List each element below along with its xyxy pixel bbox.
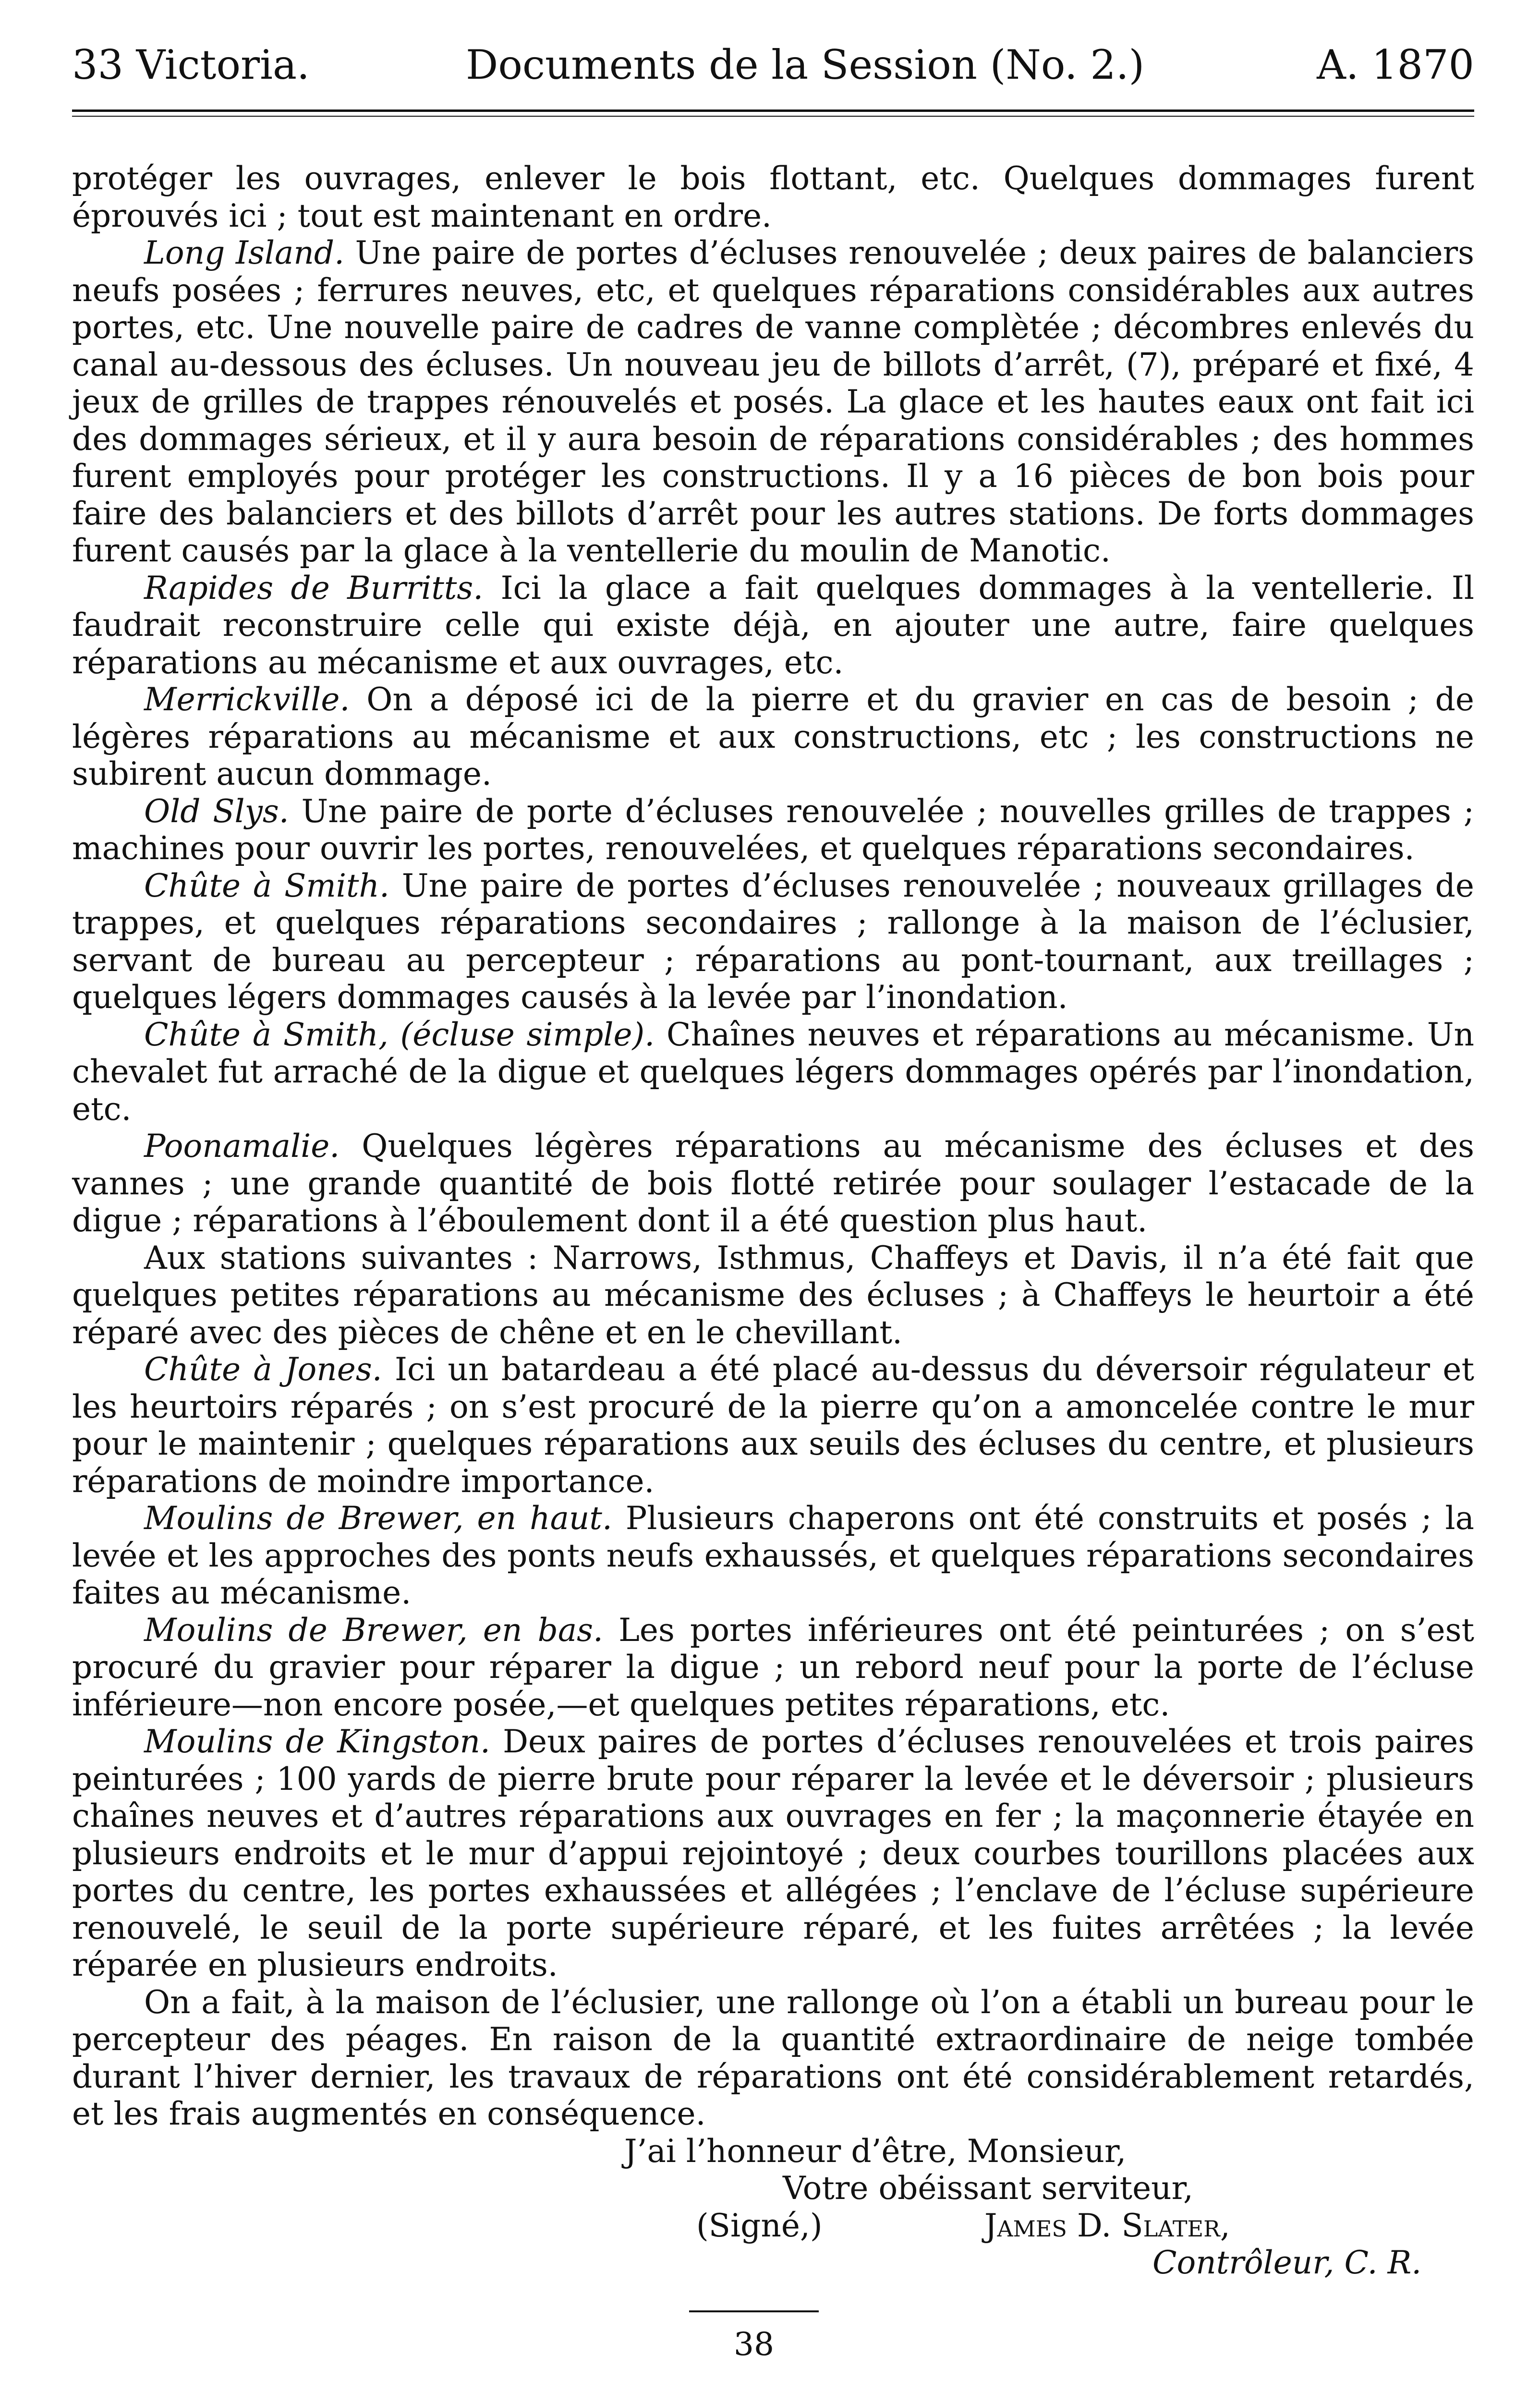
footer-rule <box>689 2310 819 2312</box>
paragraph-lead: Moulins de Kingston. <box>144 1723 490 1760</box>
paragraph: Poonamalie. Quelques légères réparations au mécanisme des écluses et des vannes ; une grande quantité de bois flotté retirée pour soulager l’estacade de la digue ; réparations à l’éboulement dont il a été question plus haut. <box>72 1128 1474 1239</box>
paragraph: Aux stations suivantes : Narrows, Isthmus, Chaffeys et Davis, il n’a été fait que quelques petites réparations au mécanisme des écluses ; à Chaffeys le heurtoir a été réparé avec des pièces de chêne et en le chevillant. <box>72 1239 1474 1351</box>
paragraph-lead: Merrickville. <box>144 681 350 718</box>
paragraph: Moulins de Brewer, en bas. Les portes inférieures ont été peinturées ; on s’est procuré du gravier pour réparer la digue ; un rebord neuf pour la porte de l’écluse inférieure—non encore posée,—et quelques petites réparations, etc. <box>72 1611 1474 1723</box>
signatory-name: James D. Slater, <box>984 2207 1230 2244</box>
signed-label: (Signé,) <box>696 2207 823 2244</box>
paragraph: Moulins de Kingston. Deux paires de portes d’écluses renouvelées et trois paires peinturées ; 100 yards de pierre brute pour réparer la levée et le déversoir ; plusieurs chaînes neuves et d’autres réparations aux ouvrages en fer ; la maçonnerie étayée en plusieurs endroits et le mur d’appui rejointoyé ; deux courbes tourillons placées aux portes du centre, les portes exhaussées et allégées ; l’enclave de l’écluse supérieure renouvelé, le seuil de la porte supérieure réparé, et les fuites arrêtées ; la levée réparée en plusieurs endroits. <box>72 1723 1475 1983</box>
page-number: 38 <box>734 2325 774 2363</box>
document-page <box>72 29 1474 2363</box>
paragraph-lead: Old Slys. <box>144 792 289 830</box>
signature-line <box>72 2207 1474 2245</box>
closing-salutation: J’ai l’honneur d’être, Monsieur, <box>624 2132 1127 2170</box>
paragraph: protéger les ouvrages, enlever le bois flottant, etc. Quelques dommages furent éprouvés ici ; tout est maintenant en ordre. <box>72 160 1474 234</box>
paragraph-lead: Poonamalie. <box>144 1128 340 1165</box>
paragraph-lead: Rapides de Burritts. <box>144 569 484 607</box>
running-header <box>72 29 1474 101</box>
paragraph-lead: Long Island. <box>144 234 345 271</box>
letter-closing <box>72 2133 1474 2282</box>
paragraph: Merrickville. On a déposé ici de la pierre et du gravier en cas de besoin ; de légères réparations au mécanisme et aux constructions, etc ; les constructions ne subirent aucun dommage. <box>72 681 1474 792</box>
paragraph: Chûte à Jones. Ici un batardeau a été placé au-dessus du déversoir régulateur et les heurtoirs réparés ; on s’est procuré de la pierre qu’on a amoncelée contre le mur pour le maintenir ; quelques réparations aux seuils des écluses du centre, et plusieurs réparations de moindre importance. <box>72 1351 1474 1500</box>
paragraph: Chûte à Smith. Une paire de portes d’écluses renouvelée ; nouveaux grillages de trappes, et quelques réparations secondaires ; rallonge à la maison de l’éclusier, servant de bureau au percepteur ; réparations au pont-tournant, aux treillages ; quelques légers dommages causés à la levée par l’inondation. <box>72 867 1474 1016</box>
paragraph-lead: Chûte à Smith. <box>144 867 390 904</box>
paragraph: Old Slys. Une paire de porte d’écluses renouvelée ; nouvelles grilles de trappes ; machines pour ouvrir les portes, renouvelées, et quelques réparations secondaires. <box>72 792 1474 867</box>
paragraph-lead: Chûte à Jones. <box>144 1351 382 1388</box>
paragraph-lead: Moulins de Brewer, en bas. <box>144 1611 604 1649</box>
paragraph: Chûte à Smith, (écluse simple). Chaînes neuves et réparations au mécanisme. Un chevalet fut arraché de la digue et quelques légers dommages opérés par l’inondation, etc. <box>72 1016 1474 1128</box>
closing-servant: Votre obéissant serviteur, <box>783 2170 1193 2207</box>
body-text <box>72 160 1474 2133</box>
paragraph: Moulins de Brewer, en haut. Plusieurs chaperons ont été construits et posés ; la levée et les approches des ponts neufs exhaussés, et quelques réparations secondaires faites au mécanisme. <box>72 1500 1475 1611</box>
signatory-title: Contrôleur, C. R. <box>1152 2244 1422 2281</box>
paragraph: Rapides de Burritts. Ici la glace a fait quelques dommages à la ventellerie. Il faudrait reconstruire celle qui existe déjà, en ajouter une autre, faire quelques réparations au mécanisme et aux ouvrages, etc. <box>72 569 1475 681</box>
header-rule <box>72 109 1474 117</box>
paragraph: Long Island. Une paire de portes d’écluses renouvelée ; deux paires de balanciers neufs posées ; ferrures neuves, etc, et quelques réparations considérables aux autres portes, etc. Une nouvelle paire de cadres de vanne complètée ; décombres enlevés du canal au-dessous des écluses. Un nouveau jeu de billots d’arrêt, (7), préparé et fixé, 4 jeux de grilles de trappes rénouvelés et posés. La glace et les hautes eaux ont fait ici des dommages sérieux, et il y aura besoin de réparations considérables ; des hommes furent employés pour protéger les constructions. Il y a 16 pièces de bon bois pour faire des balanciers et des billots d’arrêt pour les autres stations. De forts dommages furent causés par la glace à la ventellerie du moulin de Manotic. <box>72 234 1474 569</box>
header-title: Documents de la Session (No. 2.) <box>466 41 1145 88</box>
paragraph-lead: Moulins de Brewer, en haut. <box>144 1500 612 1537</box>
paragraph-lead: Chûte à Smith, (écluse simple). <box>144 1016 655 1053</box>
header-right: A. 1870 <box>1317 41 1474 88</box>
paragraph: On a fait, à la maison de l’éclusier, une rallonge où l’on a établi un bureau pour le percepteur des péages. En raison de la quantité extraordinaire de neige tombée durant l’hiver dernier, les travaux de réparations ont été considérablement retardés, et les frais augmentés en conséquence. <box>72 1983 1474 2132</box>
header-left: 33 Victoria. <box>72 41 310 88</box>
